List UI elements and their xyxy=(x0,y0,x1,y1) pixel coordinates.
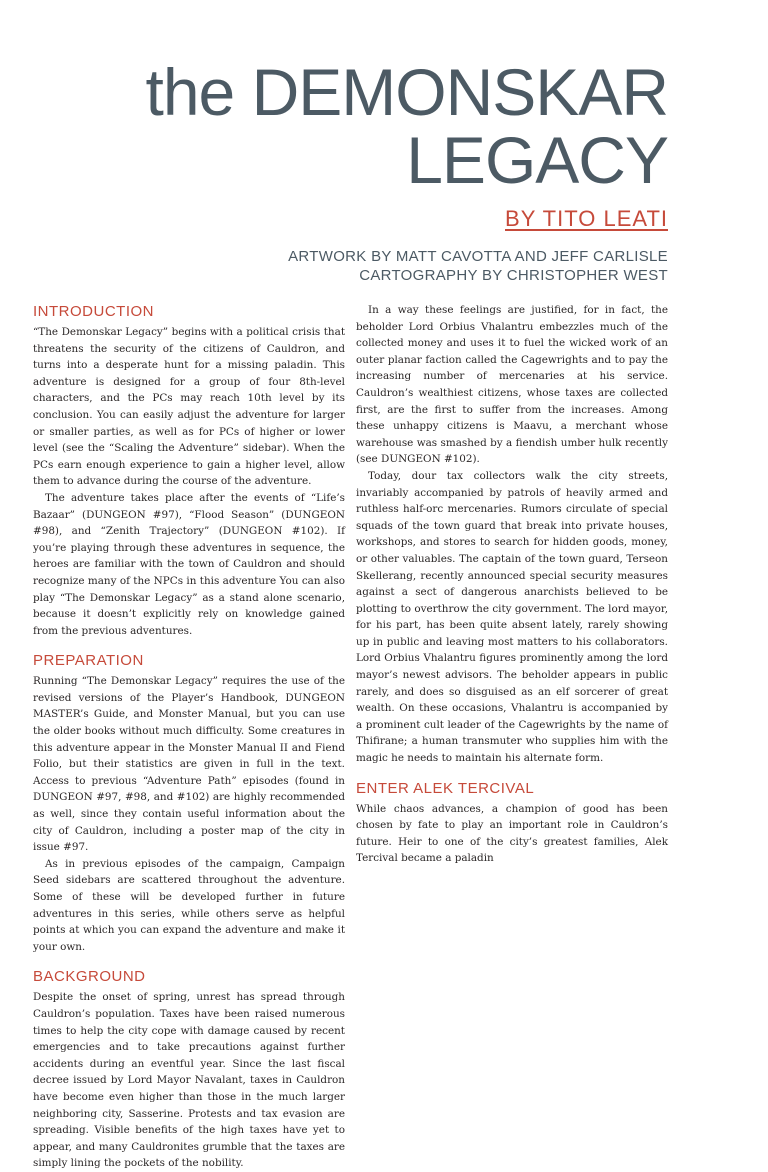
author-byline: BY TITO LEATI xyxy=(505,206,668,231)
credits xyxy=(288,247,668,285)
background-paragraph-1-start xyxy=(33,989,345,1172)
title-line-1: the DEMONSKAR xyxy=(145,55,668,129)
preparation-paragraph-2: As in previous episodes of the campaign, Campaign Seed sidebars are scattered throughout the adventure. Some of these will be developed further in future adventures in this series, while others serve as helpful points at which you can expand the adventure and make it your own. xyxy=(33,857,345,953)
cartography-credit: CARTOGRAPHY BY CHRISTOPHER WEST xyxy=(359,267,668,284)
enter-alek-paragraph-1: While chaos advances, a champion of good has been chosen by fate to play an important role in Cauldron’s future. Heir to one of the city’s greatest families, Alek Tercival became a paladin xyxy=(356,802,668,865)
article-title xyxy=(145,55,668,197)
title-line-2: LEGACY xyxy=(406,123,668,197)
preparation-heading: PREPARATION xyxy=(33,652,144,670)
introduction-heading: INTRODUCTION xyxy=(33,303,154,320)
right-column xyxy=(356,302,668,867)
introduction-paragraph-1: “The Demonskar Legacy” begins with a political crisis that threatens the security of the citizens of Cauldron, and turns into a desperate hunt for a missing paladin. This adventure is designed for a group of four 8th-level characters, and the PCs may reach 10th level by its conclusion. You can easily adjust the adventure for larger or smaller parties, as well as for PCs of higher or lower level (see the “Scaling the Adventure” sidebar). When the PCs earn enough experience to gain a higher level, allow them to advance during the course of the adventure. xyxy=(33,326,345,488)
background-heading: BACKGROUND xyxy=(33,968,146,986)
background-paragraph-2: In a way these feelings are justified, for in fact, the beholder Lord Orbius Vhalantru embezzles much of the collected money and uses it to fuel the wicked work of an outer planar faction called the Cagewrights and to pay the increasing number of mercenaries at his service. Cauldron’s wealthiest citizens, whose taxes are collected first, are the first to suffer from the increases. Among these unhappy citizens is Maavu, a merchant whose warehouse was smashed by a fiendish umber hulk recently (see DUNGEON #102). xyxy=(356,304,668,466)
left-column xyxy=(33,302,345,1172)
background-paragraph-1: Despite the onset of spring, unrest has spread through Cauldron’s population. Taxes have been raised numerous times to help the city cope with damage caused by recent emergencies and to take precautions against further accidents during an eventful year. Since the last fiscal decree issued by Lord Mayor Navalant, taxes in Cauldron have become even higher than those in the much larger neighboring city, Sasserine. Protests and tax evasion are spreading. Visible benefits of the high taxes have yet to appear, and many Cauldronites grumble that the taxes are simply lining the pockets of the nobility. xyxy=(33,991,345,1170)
introduction-paragraph-2: The adventure takes place after the events of “Life’s Bazaar” (DUNGEON #97), “Flood Season” (DUNGEON #98), and “Zenith Trajectory” (DUNGEON #102). If you’re playing through these adventures in sequence, the heroes are familiar with the town of Cauldron and should recognize many of the NPCs in this adventure You can also play “The Demonskar Legacy” as a stand alone scenario, because it doesn’t explicitly rely on knowledge gained from the previous adventures. xyxy=(33,491,345,637)
preparation-paragraph-1: Running “The Demonskar Legacy” requires the use of the revised versions of the Player’s Handbook, DUNGEON MASTER’s Guide, and Monster Manual, but you can use the older books without much difficulty. Some creatures in this adventure appear in the Monster Manual II and Fiend Folio, but their statistics are given in full in the text. Access to previous “Adventure Path” episodes (found in DUNGEON #97, #98, and #102) are highly recommended as well, since they contain useful information about the city of Cauldron, including a poster map of the city in issue #97. xyxy=(33,675,345,854)
enter-alek-heading: ENTER ALEK TERCIVAL xyxy=(356,779,535,797)
background-paragraph-3: Today, dour tax collectors walk the city streets, invariably accompanied by patrols of heavily armed and ruthless half-orc mercenaries. Rumors circulate of special squads of the town guard that break into private houses, workshops, and stores to search for hidden goods, money, or other valuables. The captain of the town guard, Terseon Skellerang, recently announced special security measures against a sect of dangerous anarchists believed to be plotting to overthrow the city government. The lord mayor, for his part, has been quite absent lately, rarely showing up in public and leaving most matters to his collaborators. Lord Orbius Vhalantru figures prominently among the lord mayor’s newest advisors. The beholder appears in public rarely, and does so disguised as an elf sorcerer of great wealth. On these occasions, Vhalantru is accompanied by a prominent cult leader of the Cagewrights by the name of Thifirane; a human transmuter who supplies him with the magic he needs to maintain his alternate form. xyxy=(356,469,668,765)
artwork-credit: ARTWORK BY MATT CAVOTTA AND JEFF CARLISLE xyxy=(288,248,668,265)
